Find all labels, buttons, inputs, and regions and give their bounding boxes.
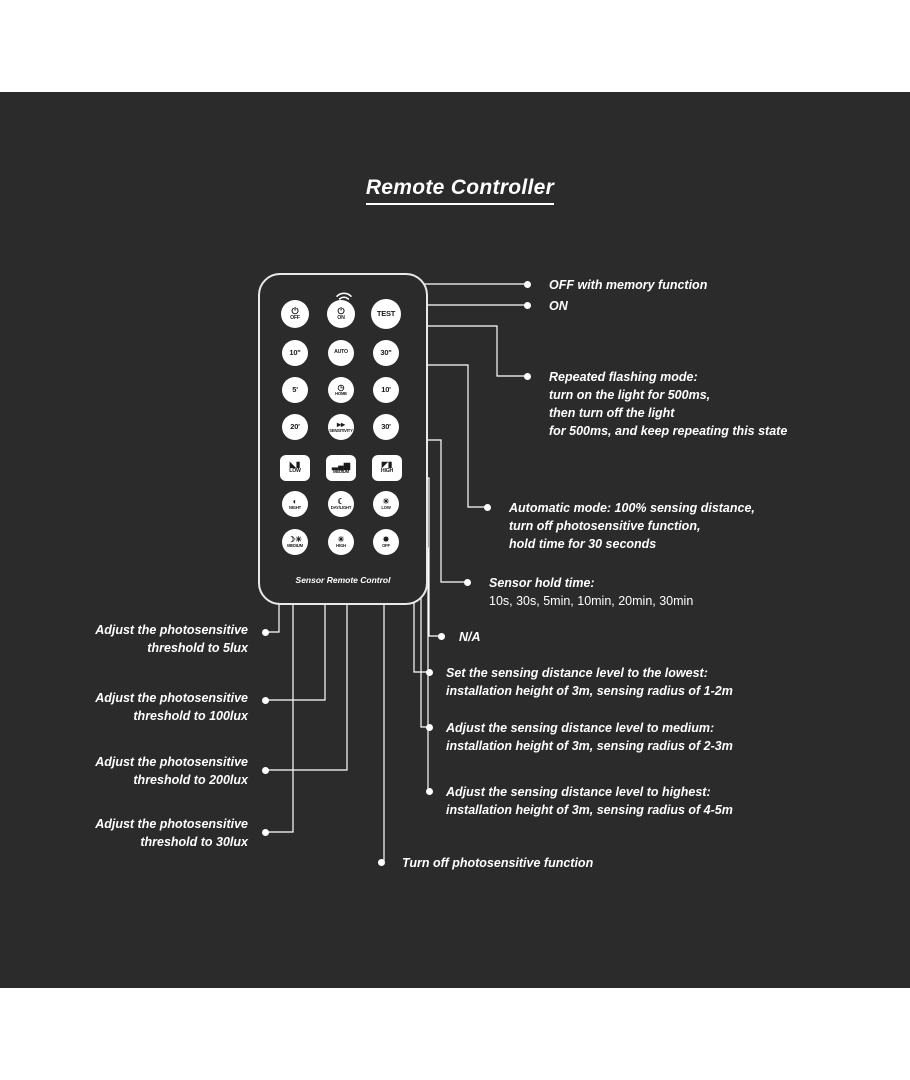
callout-photo-off: Turn off photosensitive function — [402, 856, 594, 870]
button-lux-medium[interactable]: ☽☀ MEDIUM — [282, 529, 308, 555]
callout-dot-lux-30 — [262, 829, 269, 836]
button-on[interactable]: ⏻ ON — [327, 300, 355, 328]
button-20min[interactable]: 20' — [282, 414, 308, 440]
button-home[interactable]: ◷ HOME — [328, 377, 354, 403]
button-test[interactable]: TEST — [371, 299, 401, 329]
callout-dot-test — [524, 373, 531, 380]
callout-dot-on — [524, 302, 531, 309]
power-icon: ⏻ — [291, 305, 299, 316]
remote-brand-label: Sensor Remote Control — [295, 575, 391, 585]
moon-icon: ☾ — [337, 496, 345, 506]
sun-icon: ☀ — [337, 534, 345, 544]
callout-distance-medium: Adjust the sensing distance level to medium: installation height of 3m, sensing radius of 2-3m — [446, 721, 733, 754]
callout-lux-5: Adjust the photosensitive threshold to 5lux — [95, 623, 248, 656]
callout-dot-lux-200 — [262, 767, 269, 774]
callout-na: N/A — [459, 630, 481, 644]
clock-icon: ◷ — [337, 382, 345, 392]
callout-dot-distance-high — [426, 788, 433, 795]
button-distance-high[interactable]: ◤▮ HIGH — [372, 455, 402, 481]
button-distance-medium[interactable]: ▂▄▆ MEDIUM — [326, 455, 356, 481]
button-lux-off[interactable]: ✸ OFF — [373, 529, 399, 555]
power-icon: ⏻ — [337, 305, 345, 316]
callout-test: Repeated flashing mode: turn on the light for 500ms, then turn off the light for 500ms, and keep repeating this state — [549, 370, 788, 439]
button-distance-low[interactable]: ◣▮ LOW — [280, 455, 310, 481]
callout-dot-lux-5 — [262, 629, 269, 636]
callout-dot-distance-medium — [426, 724, 433, 731]
sun-bright-icon: ✸ — [382, 534, 390, 544]
callout-dot-hold-time — [464, 579, 471, 586]
callout-auto: Automatic mode: 100% sensing distance, turn off photosensitive function, hold time for 30 seconds — [509, 501, 755, 552]
button-night[interactable]: ◐ NIGHT — [282, 491, 308, 517]
callout-dot-lux-100 — [262, 697, 269, 704]
callout-lux-100: Adjust the photosensitive threshold to 100lux — [95, 691, 248, 724]
sun-dim-icon: ☀ — [382, 496, 390, 506]
callout-dot-auto — [484, 504, 491, 511]
callout-hold-time: Sensor hold time: 10s, 30s, 5min, 10min, 20min, 30min — [489, 576, 694, 609]
remote-control-body — [258, 273, 428, 605]
button-auto[interactable]: AUTO — [328, 340, 354, 366]
callout-lux-200: Adjust the photosensitive threshold to 200lux — [95, 755, 248, 788]
moon-small-icon: ◐ — [292, 496, 298, 506]
page-title: Remote Controller — [345, 176, 575, 205]
arrows-icon: ▸▸ — [336, 419, 346, 429]
button-sensitivity[interactable]: ▸▸ SENSITIVITY — [328, 414, 354, 440]
button-daylight[interactable]: ☾ DAY/LIGHT — [328, 491, 354, 517]
callout-dot-photo-off — [378, 859, 385, 866]
bars-low-icon: ◣▮ — [289, 460, 301, 470]
callout-distance-low: Set the sensing distance level to the lowest: installation height of 3m, sensing radius of 1-2m — [446, 666, 733, 699]
button-5min[interactable]: 5' — [282, 377, 308, 403]
sun-moon-icon: ☽☀ — [287, 534, 303, 544]
button-30s[interactable]: 30" — [373, 340, 399, 366]
button-lux-low[interactable]: ☀ LOW — [373, 491, 399, 517]
callout-dot-off-memory — [524, 281, 531, 288]
button-30min[interactable]: 30' — [373, 414, 399, 440]
callout-distance-high: Adjust the sensing distance level to highest: installation height of 3m, sensing radius of 4-5m — [446, 785, 733, 818]
button-off[interactable]: ⏻ OFF — [281, 300, 309, 328]
callout-off-memory: OFF with memory function — [549, 278, 708, 292]
callout-lux-30: Adjust the photosensitive threshold to 30lux — [95, 817, 248, 850]
callout-dot-distance-low — [426, 669, 433, 676]
callout-on: ON — [549, 299, 568, 313]
button-10min[interactable]: 10' — [373, 377, 399, 403]
callout-dot-na — [438, 633, 445, 640]
bars-medium-icon: ▂▄▆ — [332, 460, 350, 470]
bars-high-icon: ◤▮ — [381, 460, 393, 470]
button-10s[interactable]: 10" — [282, 340, 308, 366]
button-lux-high[interactable]: ☀ HIGH — [328, 529, 354, 555]
